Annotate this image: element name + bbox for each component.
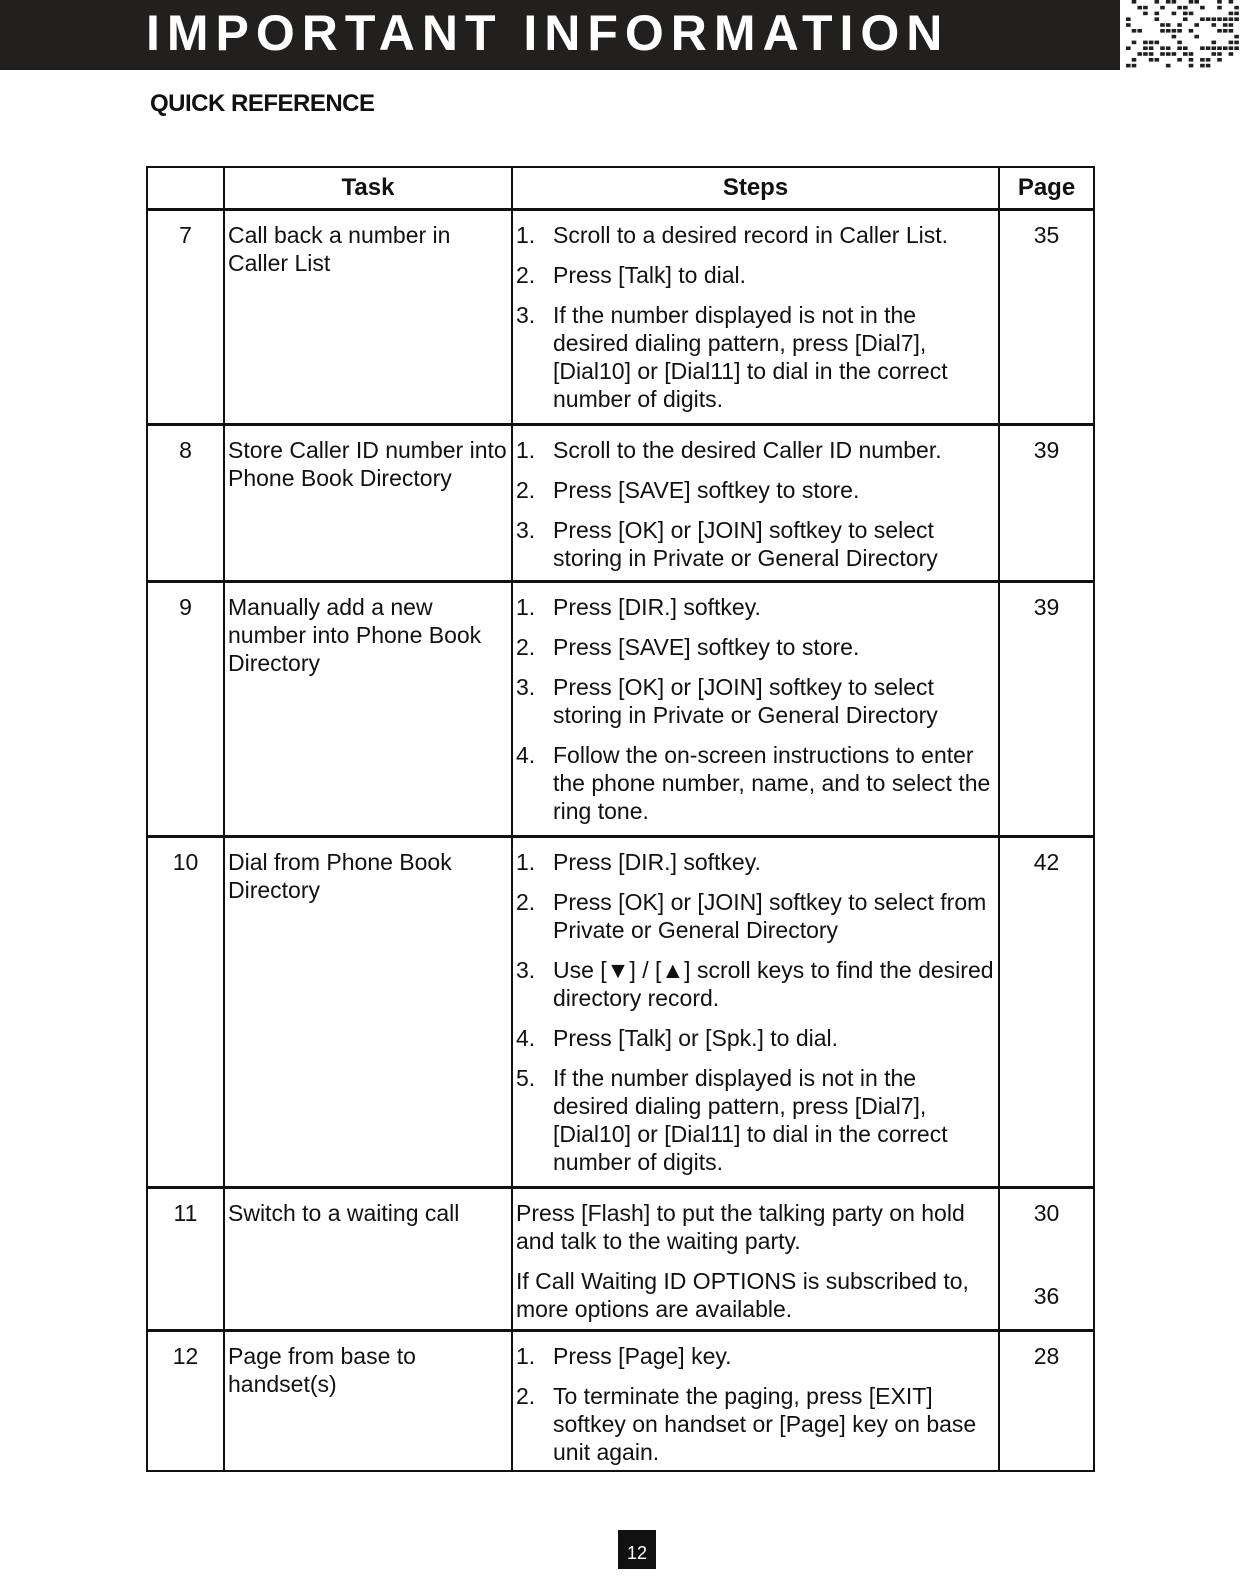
step-item	[516, 593, 995, 621]
table-row	[147, 210, 1094, 425]
column-header-task: Task	[224, 167, 512, 210]
step-item	[516, 221, 995, 249]
row-steps	[512, 1331, 999, 1472]
row-steps	[512, 210, 999, 425]
step-text: Follow the on-screen instructions to enter the phone number, name, and to select the ring tone.	[553, 742, 991, 824]
step-number: 4.	[516, 1025, 536, 1051]
step-number: 3.	[516, 517, 536, 543]
step-item	[516, 261, 995, 289]
step-item	[516, 1064, 995, 1176]
row-page: 42	[999, 837, 1094, 1188]
step-number: 3.	[516, 957, 536, 983]
step-number: 2.	[516, 262, 536, 288]
step-text: Press [Talk] to dial.	[553, 262, 747, 288]
step-text: Press [SAVE] softkey to store.	[553, 477, 860, 503]
step-item	[516, 888, 995, 944]
row-page: 39	[999, 425, 1094, 582]
row-steps	[512, 1188, 999, 1331]
row-page: 39	[999, 582, 1094, 837]
step-text: Press [DIR.] softkey.	[553, 849, 761, 875]
step-text: Press [OK] or [JOIN] softkey to select from Private or General Directory	[553, 889, 987, 943]
page-number-badge: 12	[618, 1530, 656, 1569]
page-ref: 36	[1033, 1283, 1060, 1309]
step-item	[516, 633, 995, 661]
step-number: 1.	[516, 1343, 536, 1369]
step-number: 1.	[516, 222, 536, 248]
step-text: Press [Talk] or [Spk.] to dial.	[553, 1025, 839, 1051]
step-paragraph: Press [Flash] to put the talking party on hold and talk to the waiting party.	[516, 1200, 965, 1254]
step-text: Scroll to the desired Caller ID number.	[553, 437, 942, 463]
step-item	[516, 1024, 995, 1052]
step-number: 1.	[516, 594, 536, 620]
row-number: 11	[147, 1188, 224, 1331]
step-number: 3.	[516, 674, 536, 700]
step-text: Press [OK] or [JOIN] softkey to select storing in Private or General Directory	[553, 517, 938, 571]
row-task: Store Caller ID number into Phone Book Directory	[224, 425, 512, 582]
quick-reference-table	[146, 166, 1095, 1472]
page-ref: 30	[1033, 1200, 1060, 1226]
step-number: 3.	[516, 302, 536, 328]
step-item	[516, 956, 995, 1012]
step-number: 2.	[516, 1383, 536, 1409]
column-header-page: Page	[999, 167, 1094, 210]
row-task: Switch to a waiting call	[224, 1188, 512, 1331]
step-item	[516, 673, 995, 729]
header-bar	[0, 0, 1120, 70]
row-steps	[512, 425, 999, 582]
table-row	[147, 1331, 1094, 1472]
step-item	[516, 848, 995, 876]
row-task: Manually add a new number into Phone Book Directory	[224, 582, 512, 837]
row-number: 8	[147, 425, 224, 582]
step-number: 1.	[516, 849, 536, 875]
step-item	[516, 516, 995, 572]
row-number: 10	[147, 837, 224, 1188]
row-number: 9	[147, 582, 224, 837]
step-number: 2.	[516, 889, 536, 915]
row-page: 35	[999, 210, 1094, 425]
table-row	[147, 837, 1094, 1188]
step-text: Press [DIR.] softkey.	[553, 594, 761, 620]
step-text: Scroll to a desired record in Caller List.	[553, 222, 948, 248]
row-task: Dial from Phone Book Directory	[224, 837, 512, 1188]
row-steps	[512, 582, 999, 837]
step-item	[516, 476, 995, 504]
column-header-steps: Steps	[512, 167, 999, 210]
row-task: Call back a number in Caller List	[224, 210, 512, 425]
step-number: 2.	[516, 634, 536, 660]
page-title: IMPORTANT INFORMATION	[146, 5, 950, 61]
row-number: 12	[147, 1331, 224, 1472]
step-text: If the number displayed is not in the desired dialing pattern, press [Dial7], [Dial10] or [Dial11] to dial in the correct number of digits.	[553, 1065, 948, 1175]
row-number: 7	[147, 210, 224, 425]
step-text: Press [OK] or [JOIN] softkey to select storing in Private or General Directory	[553, 674, 938, 728]
table-row	[147, 1188, 1094, 1331]
row-page	[999, 1188, 1094, 1331]
step-item	[516, 301, 995, 413]
step-text: To terminate the paging, press [EXIT] softkey on handset or [Page] key on base unit again.	[553, 1383, 977, 1465]
step-text: Press [SAVE] softkey to store.	[553, 634, 860, 660]
step-number: 5.	[516, 1065, 536, 1091]
row-steps	[512, 837, 999, 1188]
step-item	[516, 436, 995, 464]
step-number: 1.	[516, 437, 536, 463]
step-text: If the number displayed is not in the desired dialing pattern, press [Dial7], [Dial10] or [Dial11] to dial in the correct number of digits.	[553, 302, 948, 412]
section-title: QUICK REFERENCE	[150, 90, 375, 117]
step-number: 2.	[516, 477, 536, 503]
step-text: Use [▼] / [▲] scroll keys to find the desired directory record.	[553, 957, 994, 1011]
step-item	[516, 1342, 995, 1370]
decorative-pattern	[1126, 0, 1240, 70]
table-header-row	[147, 167, 1094, 210]
table-row	[147, 425, 1094, 582]
row-task: Page from base to handset(s)	[224, 1331, 512, 1472]
step-number: 4.	[516, 742, 536, 768]
table-row	[147, 582, 1094, 837]
step-item	[516, 1382, 995, 1466]
column-header-number	[147, 167, 224, 210]
step-paragraph: If Call Waiting ID OPTIONS is subscribed to, more options are available.	[516, 1268, 969, 1322]
row-page: 28	[999, 1331, 1094, 1472]
step-item	[516, 741, 995, 825]
step-text: Press [Page] key.	[553, 1343, 732, 1369]
